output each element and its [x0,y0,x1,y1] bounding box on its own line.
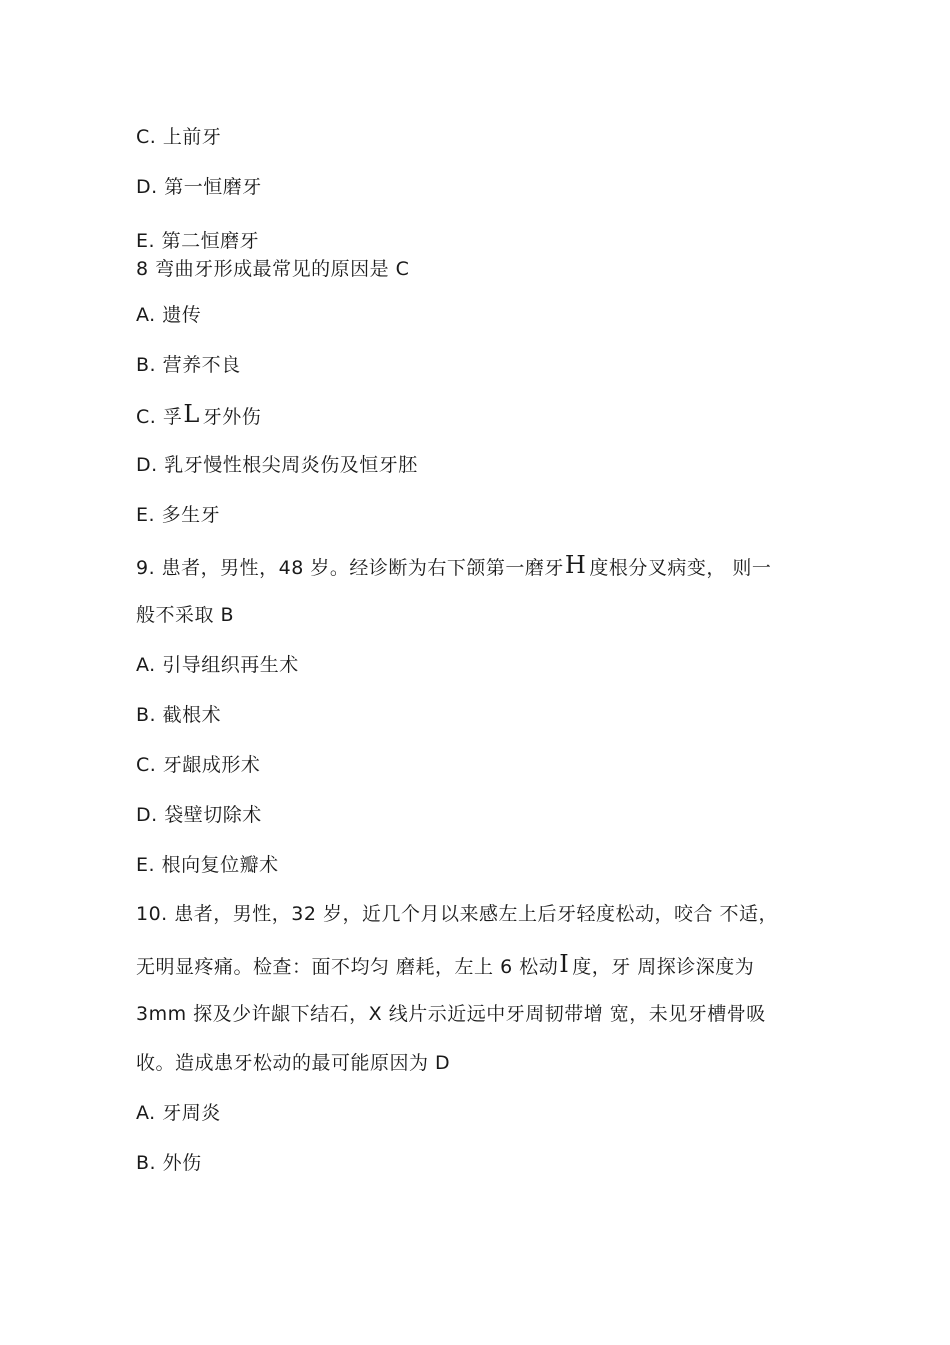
q9-option-c [136,752,260,778]
line-text: E. 多生牙 [136,504,221,526]
q9-option-e [136,852,279,878]
line-text: 般不采取 B [136,604,235,626]
line-text: 9. 患者，男性，48 岁。经诊断为右下颌第一磨牙 [136,557,564,579]
q10-question-line-2 [136,951,754,980]
roman-mark: L [183,400,200,428]
line-text: C. 牙龈成形术 [136,754,261,776]
line-text: 牙外伤 [202,406,262,428]
line-text: 10. 患者，男性，32 岁，近几个月以来感左上后牙轻度松动，咬合 不适， [136,903,779,925]
line-text: B. 外伤 [136,1152,202,1174]
q7-option-d [136,174,262,200]
line-text: A. 引导组织再生术 [136,654,299,676]
q9-option-a [136,652,299,678]
line-text: D. 第一恒磨牙 [136,176,262,198]
line-text: A. 牙周炎 [136,1102,221,1124]
line-text: 3mm 探及少许龈下结石，X 线片示近远中牙周韧带增 宽，未见牙槽骨吸 [136,1003,766,1025]
q9-question-line-1 [136,552,771,581]
line-text: B. 营养不良 [136,354,241,376]
line-text: D. 袋壁切除术 [136,804,262,826]
q9-option-d [136,802,262,828]
q8-option-e [136,502,220,528]
q9-question-line-2 [136,602,234,628]
line-text: 度，牙 周探诊深度为 [572,956,755,978]
q8-option-a [136,302,201,328]
line-text: A. 遗传 [136,304,202,326]
q9-option-b [136,702,221,728]
line-text: C. 上前牙 [136,126,222,148]
line-text: 无明显疼痛。检查：面不均匀 磨耗，左上 6 松动 [136,956,559,978]
q8-option-b [136,352,241,378]
q8-option-c [136,401,261,430]
line-text: 度根分叉病变， 则一 [589,557,772,579]
q7-option-c [136,124,221,150]
q8-option-d [136,452,418,478]
line-text: E. 第二恒磨牙 [136,230,260,252]
q10-option-a [136,1100,221,1126]
q10-question-line-3 [136,1001,766,1027]
q10-question-line-4 [136,1050,450,1076]
roman-mark: I [559,950,570,978]
line-text: B. 截根术 [136,704,222,726]
line-text: C. 孚 [136,406,183,428]
q7-option-e [136,228,259,254]
line-text: 收。造成患牙松动的最可能原因为 D [136,1052,451,1074]
line-text: D. 乳牙慢性根尖周炎伤及恒牙胚 [136,454,418,476]
roman-mark: H [564,551,587,579]
q10-option-b [136,1150,202,1176]
q8-question [136,256,409,282]
line-text: E. 根向复位瓣术 [136,854,279,876]
q10-question-line-1 [136,901,778,927]
line-text: 8 弯曲牙形成最常见的原因是 C [136,258,410,280]
